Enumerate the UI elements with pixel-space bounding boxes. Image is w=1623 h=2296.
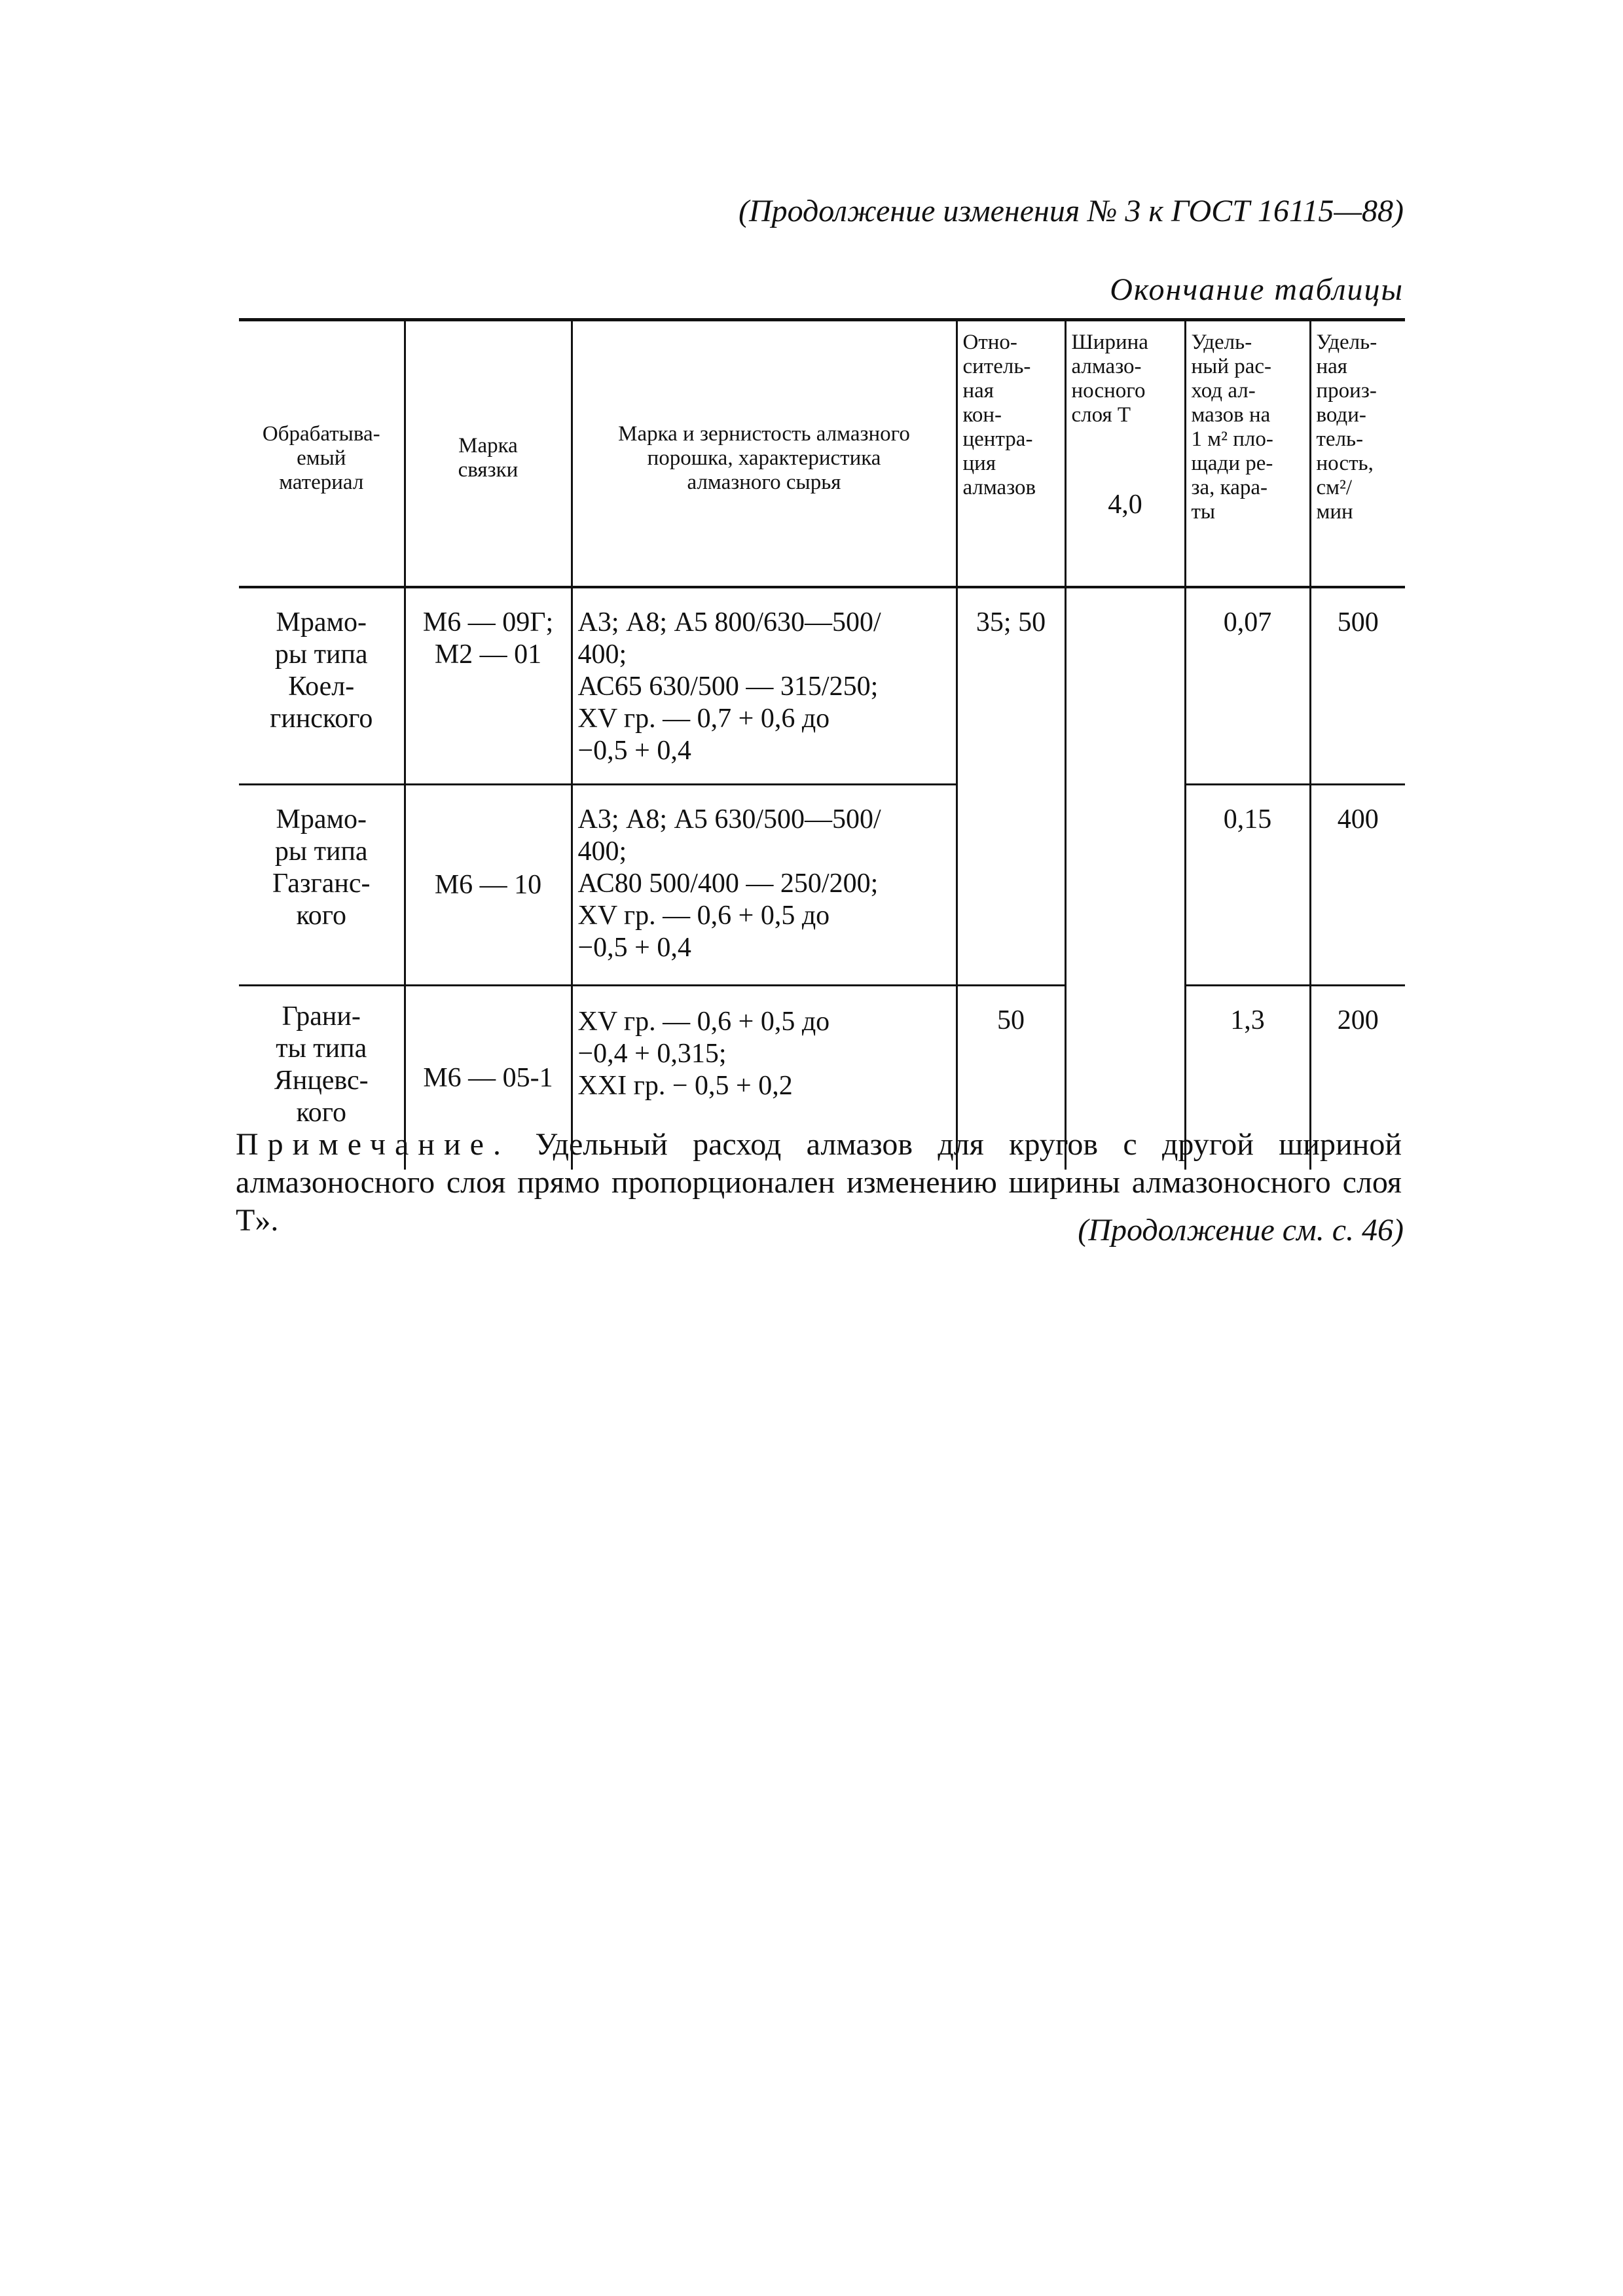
text-line: А3; А8; А5 630/500—500/ [577,804,881,834]
text-line: Мрамо- [276,607,367,637]
text-line: 400; [577,639,627,670]
text-line: Мрамо- [276,804,367,834]
cell-productivity: 500 [1310,587,1405,785]
cell-grit [572,587,957,785]
col-header-grit [572,320,957,588]
text-line: 1 м² пло- [1191,427,1273,451]
cell-consumption: 1,3 [1185,986,1310,1170]
text-line: мин [1316,500,1353,524]
text-line: Обрабатыва- [262,422,380,446]
text-line: ная [962,379,994,403]
text-line: за, кара- [1191,476,1267,499]
cell-binder [405,587,572,785]
text-line: алмазо- [1071,355,1142,378]
text-line: гинского [270,704,373,734]
cell-productivity: 200 [1310,986,1405,1170]
text-line: ция [962,452,996,475]
text-line: ход ал- [1191,379,1256,403]
text-line: Ширина [1071,331,1148,354]
text-line: ры типа [274,639,368,670]
table-caption: Окончание таблицы [1110,272,1404,307]
text-line: А3; А8; А5 800/630—500/ [577,607,881,637]
text-line: кого [296,1098,346,1128]
text-line: тель- [1316,427,1364,451]
specs-table [239,318,1405,1170]
cell-width-merged [1065,490,1185,1170]
text-line: XV гр. — 0,6 + 0,5 до [577,901,830,931]
text-line: М6 — 10 [434,869,542,900]
cell-productivity: 400 [1310,785,1405,986]
text-line: связки [458,458,519,482]
cell-grit [572,785,957,986]
text-line: щади ре- [1191,452,1273,475]
text-line: Марка и зернистость алмазного [618,422,910,446]
text-line: ты [1191,500,1216,524]
text-line: носного [1071,379,1146,403]
text-line: мазов на [1191,403,1271,427]
cell-consumption: 0,07 [1185,587,1310,785]
text-line: кон- [962,403,1002,427]
text-line: алмазного сырья [687,470,841,494]
text-line: Грани- [282,1001,361,1031]
col-header-productivity [1310,320,1405,588]
table-header-row [239,320,1405,588]
table-row [239,785,1405,986]
text-line: ный рас- [1191,355,1272,378]
cell-binder [405,785,572,986]
text-line: емый [297,446,346,470]
text-line: Янцевс- [274,1066,369,1096]
continued-footer: (Продолжение см. с. 46) [1078,1213,1404,1247]
text-line: ситель- [962,355,1031,378]
text-line: −0,5 + 0,4 [577,933,691,963]
text-line: −0,5 + 0,4 [577,736,691,766]
col-header-material [239,320,405,588]
text-line: ры типа [274,836,368,867]
text-line: слоя T [1071,403,1131,427]
col-header-binder [405,320,572,588]
text-line: произ- [1316,379,1377,403]
cell-material [239,785,405,986]
text-line: Коел- [288,672,355,702]
continuation-header: (Продолжение изменения № 3 к ГОСТ 16115—88) [738,194,1404,228]
text-line: XV гр. — 0,7 + 0,6 до [577,704,830,734]
cell-concentration: 50 [957,986,1065,1170]
col-header-width [1065,320,1185,588]
text-line: алмазов [962,476,1036,499]
text-line: кого [296,901,346,931]
text-line: порошка, характеристика [647,446,881,470]
text-line: 400; [577,836,627,867]
cell-consumption: 0,15 [1185,785,1310,986]
text-line: М6 — 05-1 [423,1062,553,1093]
col-header-consumption [1185,320,1310,588]
text-line: ты типа [276,1033,367,1064]
note-label: Примечание. [236,1127,510,1162]
text-line: М6 — 09Г; [422,607,554,637]
col-header-concentration [957,320,1065,588]
text-line: Марка [458,434,518,457]
cell-material [239,587,405,785]
text-line: М2 — 01 [434,639,542,670]
text-line: Газганс- [272,869,371,899]
text-line: ная [1316,355,1347,378]
text-line: АС80 500/400 — 250/200; [577,869,879,899]
note-text: Удельный расход алмазов для кругов с другой шириной алмазоносного слоя прямо пропорционален изменению ширины алмазоносного слоя T». [236,1127,1402,1238]
text-line: Удель- [1316,331,1377,354]
text-line: ность, [1316,452,1374,475]
text-line: см²/ [1316,476,1353,499]
text-line: XV гр. — 0,6 + 0,5 до [577,1007,830,1037]
table-row [239,587,1405,785]
text-line: Удель- [1191,331,1252,354]
text-line: АС65 630/500 — 315/250; [577,672,879,702]
cell-width-value: 4,0 [1108,490,1142,520]
text-line: центра- [962,427,1033,451]
text-line: води- [1316,403,1366,427]
cell-concentration-merged: 35; 50 [957,587,1065,986]
text-line: −0,4 + 0,315; [577,1039,727,1069]
text-line: Отно- [962,331,1017,354]
text-line: XXI гр. − 0,5 + 0,2 [577,1071,793,1101]
text-line: материал [279,470,364,494]
